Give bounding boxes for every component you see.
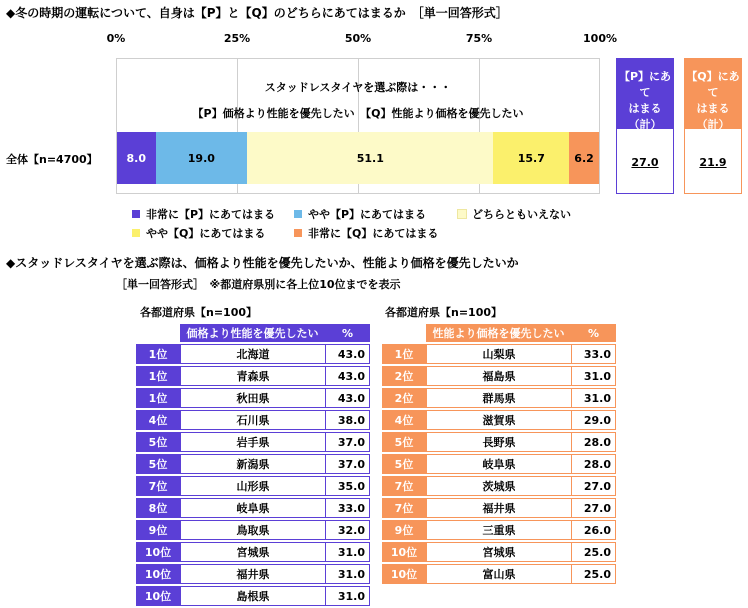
total-box-q — [684, 58, 742, 194]
legend-swatch — [458, 210, 466, 218]
prefecture-cell: 青森県 — [180, 366, 325, 386]
table-header-pct: % — [325, 324, 370, 342]
table-row — [382, 542, 616, 562]
section1-title: ◆冬の時期の運転について、自身は【P】と【Q】のどちらにあてはまるか ［単一回答形式］ — [6, 6, 508, 20]
ranking-table-performance — [136, 322, 370, 608]
prefecture-cell: 富山県 — [426, 564, 571, 584]
table-row — [382, 476, 616, 496]
legend-item-1 — [132, 206, 275, 222]
percent-cell: 31.0 — [325, 564, 370, 584]
annotation-line-2: 【P】価格より性能を優先したい 【Q】性能より価格を優先したい — [192, 107, 524, 120]
total-p-value: 27.0 — [631, 156, 659, 169]
table-row — [136, 388, 370, 408]
percent-cell: 31.0 — [325, 542, 370, 562]
prefecture-cell: 島根県 — [180, 586, 325, 606]
bar-segment-4 — [493, 132, 569, 184]
table-row — [136, 366, 370, 386]
legend-swatch — [132, 229, 140, 237]
percent-cell: 27.0 — [571, 476, 616, 496]
section2-subtitle: ［単一回答形式］ ※都道府県別に各上位10位までを表示 — [116, 278, 401, 291]
bar-segment-1 — [117, 132, 156, 184]
table-row — [136, 432, 370, 452]
bar-segment-3 — [247, 132, 493, 184]
percent-cell: 31.0 — [571, 388, 616, 408]
percent-cell: 25.0 — [571, 542, 616, 562]
percent-cell: 31.0 — [571, 366, 616, 386]
bar-segment-2 — [156, 132, 248, 184]
bar-data-label: 19.0 — [187, 151, 215, 165]
rank-cell: 9位 — [382, 520, 426, 540]
prefecture-cell: 群馬県 — [426, 388, 571, 408]
percent-cell: 28.0 — [571, 432, 616, 452]
table-row — [136, 520, 370, 540]
legend-item-5 — [294, 225, 438, 241]
prefecture-cell: 岩手県 — [180, 432, 325, 452]
percent-cell: 29.0 — [571, 410, 616, 430]
bar-data-label: 8.0 — [126, 151, 147, 165]
table-row — [382, 344, 616, 364]
prefecture-cell: 鳥取県 — [180, 520, 325, 540]
prefecture-cell: 福井県 — [180, 564, 325, 584]
annotation-line-1: スタッドレスタイヤを選ぶ際は・・・ — [264, 81, 452, 94]
prefecture-cell: 福井県 — [426, 498, 571, 518]
rank-cell: 4位 — [382, 410, 426, 430]
table-row — [382, 388, 616, 408]
percent-cell: 25.0 — [571, 564, 616, 584]
rank-cell: 5位 — [382, 454, 426, 474]
percent-cell: 32.0 — [325, 520, 370, 540]
rank-cell: 10位 — [382, 542, 426, 562]
stacked-bar — [117, 132, 599, 184]
table-row — [136, 498, 370, 518]
rank-cell: 7位 — [382, 476, 426, 496]
percent-cell: 28.0 — [571, 454, 616, 474]
table-row — [136, 542, 370, 562]
legend-label: 非常に【Q】にあてはまる — [308, 227, 439, 240]
percent-cell: 31.0 — [325, 586, 370, 606]
category-label: 全体【n=4700】 — [6, 153, 98, 166]
bar-segment-5 — [569, 132, 599, 184]
x-tick-label: 100% — [583, 32, 617, 45]
prefecture-cell: 山形県 — [180, 476, 325, 496]
rank-cell: 1位 — [136, 388, 180, 408]
table-right-caption: 各都道府県【n=100】 — [385, 306, 503, 319]
rank-cell: 5位 — [136, 454, 180, 474]
total-p-header: 【P】にあて はまる （計） — [617, 59, 673, 129]
bar-data-label: 6.2 — [574, 151, 594, 165]
percent-cell: 37.0 — [325, 432, 370, 452]
prefecture-cell: 石川県 — [180, 410, 325, 430]
rank-cell: 2位 — [382, 388, 426, 408]
rank-cell: 1位 — [136, 366, 180, 386]
table-row — [382, 410, 616, 430]
legend-label: 非常に【P】にあてはまる — [146, 208, 276, 221]
table-row — [136, 476, 370, 496]
table-header-pct: % — [571, 324, 616, 342]
prefecture-cell: 岐阜県 — [180, 498, 325, 518]
rank-cell: 5位 — [382, 432, 426, 452]
prefecture-cell: 新潟県 — [180, 454, 325, 474]
percent-cell: 27.0 — [571, 498, 616, 518]
total-box-p — [616, 58, 674, 194]
total-q-header: 【Q】にあて はまる （計） — [685, 59, 741, 129]
legend-item-4 — [132, 225, 265, 241]
x-tick-label: 0% — [106, 32, 126, 45]
table-row — [136, 344, 370, 364]
legend-label: どちらともいえない — [472, 208, 571, 221]
prefecture-cell: 秋田県 — [180, 388, 325, 408]
rank-cell: 8位 — [136, 498, 180, 518]
table-row — [382, 454, 616, 474]
table-row — [382, 498, 616, 518]
rank-cell: 1位 — [136, 344, 180, 364]
section2-title: ◆スタッドレスタイヤを選ぶ際は、価格より性能を優先したいか、性能より価格を優先したいか — [6, 256, 519, 270]
legend-item-3 — [458, 206, 571, 222]
rank-cell: 7位 — [382, 498, 426, 518]
prefecture-cell: 山梨県 — [426, 344, 571, 364]
table-row — [136, 410, 370, 430]
bar-data-label: 51.1 — [356, 151, 384, 165]
total-q-value: 21.9 — [699, 156, 727, 169]
x-tick-label: 25% — [223, 32, 251, 45]
ranking-table-price — [382, 322, 616, 586]
table-row — [382, 564, 616, 584]
prefecture-cell: 三重県 — [426, 520, 571, 540]
percent-cell: 26.0 — [571, 520, 616, 540]
percent-cell: 43.0 — [325, 366, 370, 386]
rank-cell: 10位 — [136, 586, 180, 606]
rank-cell: 9位 — [136, 520, 180, 540]
legend-label: やや【Q】にあてはまる — [146, 227, 266, 240]
prefecture-cell: 宮城県 — [180, 542, 325, 562]
prefecture-cell: 福島県 — [426, 366, 571, 386]
percent-cell: 38.0 — [325, 410, 370, 430]
rank-cell: 2位 — [382, 366, 426, 386]
legend-swatch — [294, 229, 302, 237]
percent-cell: 43.0 — [325, 388, 370, 408]
rank-cell: 1位 — [382, 344, 426, 364]
percent-cell: 33.0 — [325, 498, 370, 518]
x-tick-label: 50% — [344, 32, 372, 45]
table-left-caption: 各都道府県【n=100】 — [140, 306, 258, 319]
rank-cell: 10位 — [136, 564, 180, 584]
table-row — [382, 366, 616, 386]
prefecture-cell: 岐阜県 — [426, 454, 571, 474]
legend-swatch — [294, 210, 302, 218]
table-row — [382, 520, 616, 540]
table-row — [136, 564, 370, 584]
rank-cell: 5位 — [136, 432, 180, 452]
legend-swatch — [132, 210, 140, 218]
rank-cell: 10位 — [382, 564, 426, 584]
table-header-name: 性能より価格を優先したい — [426, 324, 571, 342]
x-tick-label: 75% — [465, 32, 493, 45]
prefecture-cell: 茨城県 — [426, 476, 571, 496]
prefecture-cell: 滋賀県 — [426, 410, 571, 430]
percent-cell: 33.0 — [571, 344, 616, 364]
percent-cell: 37.0 — [325, 454, 370, 474]
table-row — [136, 454, 370, 474]
rank-cell: 4位 — [136, 410, 180, 430]
legend-item-2 — [294, 206, 426, 222]
percent-cell: 35.0 — [325, 476, 370, 496]
prefecture-cell: 長野県 — [426, 432, 571, 452]
legend-label: やや【P】にあてはまる — [308, 208, 427, 221]
percent-cell: 43.0 — [325, 344, 370, 364]
prefecture-cell: 北海道 — [180, 344, 325, 364]
rank-cell: 7位 — [136, 476, 180, 496]
table-row — [136, 586, 370, 606]
bar-data-label: 15.7 — [517, 151, 545, 165]
table-header-name: 価格より性能を優先したい — [180, 324, 325, 342]
prefecture-cell: 宮城県 — [426, 542, 571, 562]
rank-cell: 10位 — [136, 542, 180, 562]
table-row — [382, 432, 616, 452]
